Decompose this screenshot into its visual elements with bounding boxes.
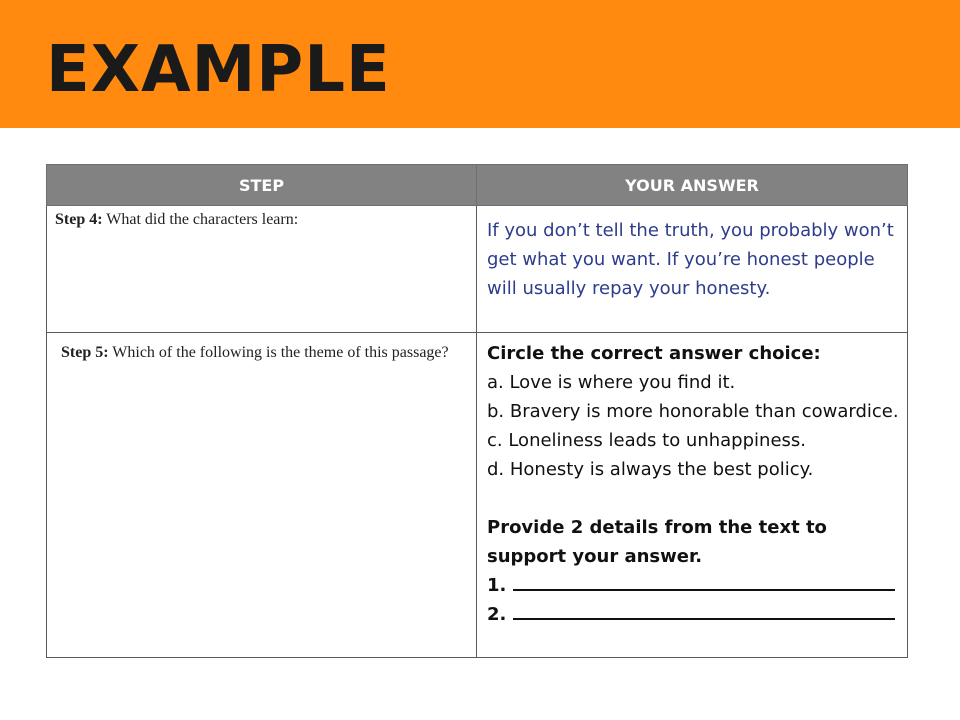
details-prompt: Provide 2 details from the text to support your answer. <box>487 517 827 567</box>
choice-d: d. Honesty is always the best policy. <box>487 459 814 480</box>
table-row <box>47 333 908 658</box>
detail-blank-1[interactable] <box>513 571 895 591</box>
answer-instruction: Circle the correct answer choice: <box>487 343 821 364</box>
step5-label: Step 5: <box>61 344 109 361</box>
table-row <box>47 206 908 333</box>
choice-a: a. Love is where you find it. <box>487 372 736 393</box>
step4-label: Step 4: <box>55 211 103 228</box>
step4-answer-cell <box>477 206 908 333</box>
detail-blank-2[interactable] <box>513 600 895 620</box>
step5-question: Which of the following is the theme of this passage? <box>108 344 449 361</box>
step5-cell <box>47 333 477 658</box>
detail-line-2 <box>487 600 899 629</box>
table-header-row <box>47 165 908 206</box>
choice-b: b. Bravery is more honorable than cowardice. <box>487 401 899 422</box>
steps-table <box>46 164 908 658</box>
detail-number-1: 1. <box>487 575 507 596</box>
detail-line-1 <box>487 571 899 600</box>
answer-column-header: YOUR ANSWER <box>477 165 908 206</box>
detail-number-2: 2. <box>487 604 507 625</box>
step5-answer-cell <box>477 333 908 658</box>
spacer <box>487 484 899 513</box>
choice-c: c. Loneliness leads to unhappiness. <box>487 430 806 451</box>
step4-question: What did the characters learn: <box>102 211 299 228</box>
step4-cell <box>47 206 477 333</box>
step4-answer: If you don’t tell the truth, you probably won’t get what you want. If you’re honest people will usually repay your honesty. <box>487 220 894 299</box>
page-title: EXAMPLE <box>46 33 391 107</box>
step-column-header: STEP <box>47 165 477 206</box>
